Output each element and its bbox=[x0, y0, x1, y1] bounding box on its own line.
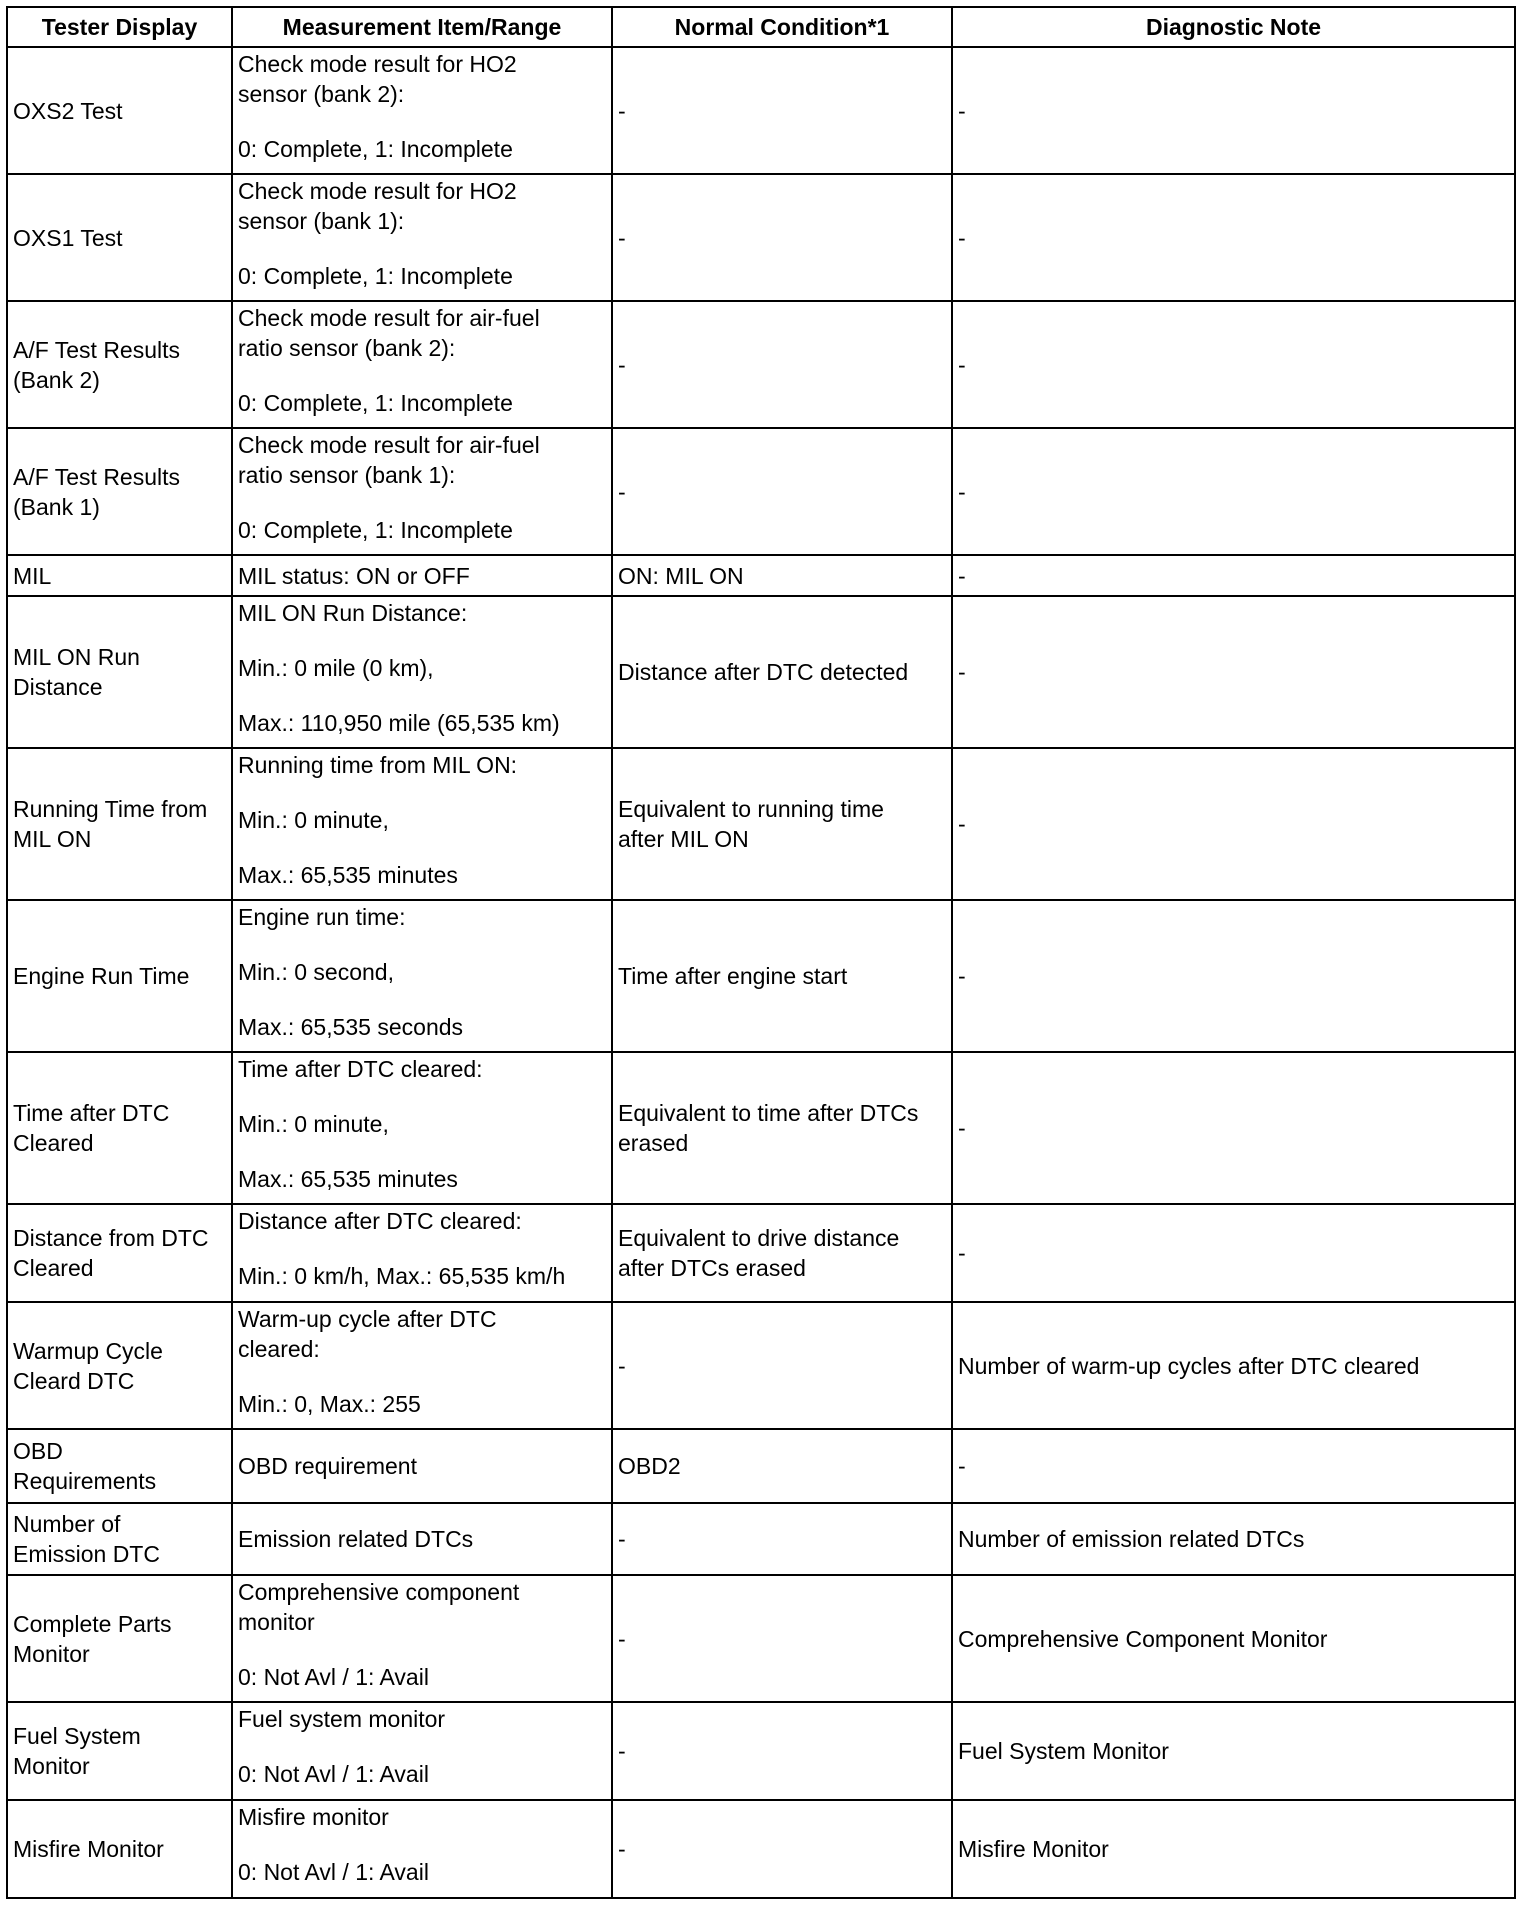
paragraph-gap bbox=[238, 628, 606, 653]
paragraph-gap bbox=[238, 363, 606, 388]
table-row bbox=[7, 47, 1515, 174]
normal-condition-cell bbox=[612, 1800, 952, 1898]
normal-condition-cell-line: Equivalent to running time bbox=[618, 796, 884, 822]
paragraph-gap bbox=[238, 1084, 606, 1109]
diagnostic-note-cell-line: - bbox=[958, 97, 966, 124]
paragraph-gap bbox=[238, 1637, 606, 1662]
diagnostic-note-cell bbox=[952, 1429, 1515, 1503]
measurement-item-cell bbox=[232, 900, 612, 1052]
normal-condition-cell-line: Time after engine start bbox=[618, 963, 848, 989]
paragraph-gap bbox=[238, 490, 606, 515]
tester-display-cell bbox=[7, 428, 232, 555]
normal-condition-cell-line: Equivalent to time after DTCs bbox=[618, 1100, 919, 1126]
diagnostic-note-cell-line: - bbox=[958, 224, 966, 251]
tester-display-cell-line: OXS2 Test bbox=[13, 97, 123, 124]
measurement-item-line: Distance after DTC cleared: bbox=[238, 1208, 522, 1234]
normal-condition-cell-line: - bbox=[618, 1738, 626, 1764]
diagnostic-note-cell bbox=[952, 596, 1515, 748]
diagnostic-note-cell-line: Number of warm-up cycles after DTC cleared bbox=[958, 1352, 1420, 1379]
normal-condition-cell bbox=[612, 174, 952, 301]
normal-condition-cell bbox=[612, 1503, 952, 1575]
diagnostic-note-cell bbox=[952, 900, 1515, 1052]
normal-condition-cell bbox=[612, 1302, 952, 1429]
table-row bbox=[7, 1575, 1515, 1702]
tester-display-cell bbox=[7, 1503, 232, 1575]
tester-display-cell bbox=[7, 1429, 232, 1503]
normal-condition-cell bbox=[612, 1575, 952, 1702]
header-measurement-item: Measurement Item/Range bbox=[232, 7, 612, 47]
measurement-item-line: Check mode result for HO2 bbox=[238, 51, 517, 77]
measurement-item-cell bbox=[232, 174, 612, 301]
normal-condition-cell-line: - bbox=[618, 1836, 626, 1862]
measurement-item-line: cleared: bbox=[238, 1336, 320, 1362]
measurement-item-line: Max.: 65,535 seconds bbox=[238, 1014, 464, 1040]
measurement-item-line: 0: Not Avl / 1: Avail bbox=[238, 1761, 429, 1787]
tester-display-cell-line: Complete Parts bbox=[13, 1610, 172, 1637]
table-row bbox=[7, 596, 1515, 748]
diagnostic-note-cell bbox=[952, 428, 1515, 555]
tester-display-cell-line: Requirements bbox=[13, 1468, 157, 1494]
normal-condition-cell-line: - bbox=[618, 478, 626, 505]
normal-condition-cell-line: after DTCs erased bbox=[618, 1255, 806, 1281]
paragraph-gap bbox=[238, 1139, 606, 1164]
tester-display-cell-line: A/F Test Results bbox=[13, 336, 181, 363]
tester-display-cell-line: Time after DTC bbox=[13, 1100, 170, 1126]
table-row bbox=[7, 1702, 1515, 1800]
normal-condition-cell bbox=[612, 1702, 952, 1800]
measurement-item-line: Fuel system monitor bbox=[238, 1706, 446, 1732]
measurement-item-line: Time after DTC cleared: bbox=[238, 1056, 483, 1082]
table-row bbox=[7, 1503, 1515, 1575]
table-row bbox=[7, 428, 1515, 555]
paragraph-gap bbox=[238, 1364, 606, 1389]
tester-display-cell-line: MIL ON Run bbox=[13, 644, 140, 670]
diagnostic-note-cell-line: - bbox=[958, 659, 966, 685]
normal-condition-cell-line: - bbox=[618, 224, 626, 251]
measurement-item-line: ratio sensor (bank 2): bbox=[238, 335, 456, 361]
measurement-item-line: Check mode result for air-fuel bbox=[238, 305, 540, 331]
paragraph-gap bbox=[238, 932, 606, 957]
diagnostic-note-cell-line: - bbox=[958, 963, 966, 989]
diagnostic-note-cell-line: - bbox=[958, 1115, 966, 1141]
measurement-item-cell bbox=[232, 555, 612, 596]
measurement-item-line: Comprehensive component bbox=[238, 1579, 520, 1605]
tester-display-cell-line: A/F Test Results bbox=[13, 463, 181, 490]
measurement-item-line: 0: Complete, 1: Incomplete bbox=[238, 263, 513, 289]
table-row bbox=[7, 900, 1515, 1052]
measurement-item-line: Max.: 110,950 mile (65,535 km) bbox=[238, 710, 560, 736]
tester-display-cell bbox=[7, 1302, 232, 1429]
diagnostic-note-cell bbox=[952, 1800, 1515, 1898]
paragraph-gap bbox=[238, 835, 606, 860]
tester-display-cell-line: Cleared bbox=[13, 1255, 94, 1281]
tester-display-cell-line: (Bank 1) bbox=[13, 493, 100, 520]
measurement-item-line: Min.: 0 second, bbox=[238, 959, 394, 985]
normal-condition-cell bbox=[612, 555, 952, 596]
measurement-item-cell bbox=[232, 1575, 612, 1702]
normal-condition-cell-line: erased bbox=[618, 1130, 689, 1156]
measurement-item-line: Emission related DTCs bbox=[238, 1526, 474, 1552]
measurement-item-cell bbox=[232, 1702, 612, 1800]
tester-display-cell-line: Number of bbox=[13, 1511, 121, 1537]
tester-display-cell bbox=[7, 1702, 232, 1800]
diagnostic-note-cell bbox=[952, 1503, 1515, 1575]
diagnostic-note-cell bbox=[952, 47, 1515, 174]
tester-display-cell bbox=[7, 1052, 232, 1204]
measurement-item-cell bbox=[232, 1052, 612, 1204]
table-row bbox=[7, 301, 1515, 428]
measurement-item-line: Running time from MIL ON: bbox=[238, 752, 518, 778]
tester-display-cell-line: Fuel System bbox=[13, 1723, 141, 1749]
measurement-item-cell bbox=[232, 596, 612, 748]
paragraph-gap bbox=[238, 1734, 606, 1759]
measurement-item-line: Min.: 0 km/h, Max.: 65,535 km/h bbox=[238, 1263, 566, 1289]
measurement-item-line: sensor (bank 1): bbox=[238, 208, 405, 234]
measurement-item-line: 0: Not Avl / 1: Avail bbox=[238, 1664, 429, 1690]
diagnostic-note-cell-line: - bbox=[958, 478, 966, 505]
tester-display-cell bbox=[7, 900, 232, 1052]
measurement-item-cell bbox=[232, 428, 612, 555]
normal-condition-cell-line: after MIL ON bbox=[618, 826, 749, 852]
table-row bbox=[7, 1429, 1515, 1503]
diagnostic-note-cell bbox=[952, 1702, 1515, 1800]
data-list-table bbox=[6, 6, 1516, 1899]
paragraph-gap bbox=[238, 1236, 606, 1261]
measurement-item-cell bbox=[232, 301, 612, 428]
measurement-item-line: Engine run time: bbox=[238, 904, 406, 930]
normal-condition-cell bbox=[612, 900, 952, 1052]
header-diagnostic-note: Diagnostic Note bbox=[952, 7, 1515, 47]
tester-display-cell bbox=[7, 1800, 232, 1898]
measurement-item-line: Min.: 0 minute, bbox=[238, 1111, 389, 1137]
normal-condition-cell-line: Equivalent to drive distance bbox=[618, 1225, 900, 1251]
tester-display-cell bbox=[7, 1575, 232, 1702]
measurement-item-cell bbox=[232, 748, 612, 900]
diagnostic-note-cell-line: Fuel System Monitor bbox=[958, 1738, 1169, 1764]
normal-condition-cell bbox=[612, 301, 952, 428]
measurement-item-line: Max.: 65,535 minutes bbox=[238, 1166, 458, 1192]
normal-condition-cell-line: - bbox=[618, 1352, 626, 1379]
diagnostic-note-cell-line: - bbox=[958, 562, 966, 589]
normal-condition-cell-line: - bbox=[618, 1526, 626, 1552]
normal-condition-cell bbox=[612, 748, 952, 900]
diagnostic-note-cell bbox=[952, 174, 1515, 301]
normal-condition-cell-line: Distance after DTC detected bbox=[618, 659, 909, 685]
measurement-item-cell bbox=[232, 1800, 612, 1898]
tester-display-cell-line: MIL ON bbox=[13, 826, 92, 852]
measurement-item-line: monitor bbox=[238, 1609, 315, 1635]
diagnostic-note-cell bbox=[952, 555, 1515, 596]
diagnostic-note-cell bbox=[952, 301, 1515, 428]
measurement-item-line: Check mode result for HO2 bbox=[238, 178, 517, 204]
diagnostic-note-cell-line: - bbox=[958, 351, 966, 378]
tester-display-cell-line: OXS1 Test bbox=[13, 224, 123, 251]
data-list-table-container bbox=[6, 6, 1514, 1899]
tester-display-cell-line: Cleard DTC bbox=[13, 1367, 135, 1394]
table-row bbox=[7, 555, 1515, 596]
measurement-item-line: Misfire monitor bbox=[238, 1804, 389, 1830]
paragraph-gap bbox=[238, 109, 606, 134]
measurement-item-cell bbox=[232, 1429, 612, 1503]
measurement-item-cell bbox=[232, 1204, 612, 1302]
measurement-item-line: sensor (bank 2): bbox=[238, 81, 405, 107]
diagnostic-note-cell-line: Misfire Monitor bbox=[958, 1836, 1109, 1862]
measurement-item-line: 0: Not Avl / 1: Avail bbox=[238, 1859, 429, 1885]
paragraph-gap bbox=[238, 683, 606, 708]
normal-condition-cell bbox=[612, 1204, 952, 1302]
paragraph-gap bbox=[238, 780, 606, 805]
measurement-item-line: 0: Complete, 1: Incomplete bbox=[238, 136, 513, 162]
measurement-item-line: 0: Complete, 1: Incomplete bbox=[238, 390, 513, 416]
measurement-item-line: ratio sensor (bank 1): bbox=[238, 462, 456, 488]
tester-display-cell-line: Emission DTC bbox=[13, 1541, 160, 1567]
normal-condition-cell bbox=[612, 1052, 952, 1204]
measurement-item-line: 0: Complete, 1: Incomplete bbox=[238, 517, 513, 543]
tester-display-cell-line: Distance bbox=[13, 674, 103, 700]
tester-display-cell-line: Running Time from bbox=[13, 796, 208, 822]
measurement-item-cell bbox=[232, 1302, 612, 1429]
tester-display-cell bbox=[7, 596, 232, 748]
table-row bbox=[7, 1204, 1515, 1302]
tester-display-cell bbox=[7, 748, 232, 900]
measurement-item-line: Check mode result for air-fuel bbox=[238, 432, 540, 458]
measurement-item-line: Min.: 0, Max.: 255 bbox=[238, 1391, 421, 1417]
tester-display-cell-line: MIL bbox=[13, 562, 52, 589]
measurement-item-line: Min.: 0 minute, bbox=[238, 807, 389, 833]
header-tester-display: Tester Display bbox=[7, 7, 232, 47]
diagnostic-note-cell-line: - bbox=[958, 1453, 966, 1479]
diagnostic-note-cell-line: - bbox=[958, 811, 966, 837]
diagnostic-note-cell-line: Comprehensive Component Monitor bbox=[958, 1625, 1328, 1652]
diagnostic-note-cell-line: - bbox=[958, 1240, 966, 1266]
table-row bbox=[7, 1052, 1515, 1204]
measurement-item-line: MIL ON Run Distance: bbox=[238, 600, 468, 626]
tester-display-cell-line: Distance from DTC bbox=[13, 1225, 209, 1251]
header-row bbox=[7, 7, 1515, 47]
normal-condition-cell-line: - bbox=[618, 351, 626, 378]
measurement-item-line: MIL status: ON or OFF bbox=[238, 562, 470, 589]
tester-display-cell bbox=[7, 301, 232, 428]
paragraph-gap bbox=[238, 987, 606, 1012]
normal-condition-cell-line: ON: MIL ON bbox=[618, 562, 744, 589]
tester-display-cell bbox=[7, 555, 232, 596]
normal-condition-cell bbox=[612, 596, 952, 748]
table-row bbox=[7, 1302, 1515, 1429]
measurement-item-line: Warm-up cycle after DTC bbox=[238, 1306, 497, 1332]
diagnostic-note-cell bbox=[952, 1204, 1515, 1302]
table-row bbox=[7, 748, 1515, 900]
diagnostic-note-cell bbox=[952, 1302, 1515, 1429]
tester-display-cell-line: Misfire Monitor bbox=[13, 1836, 164, 1862]
tester-display-cell-line: (Bank 2) bbox=[13, 366, 100, 393]
measurement-item-line: Max.: 65,535 minutes bbox=[238, 862, 458, 888]
diagnostic-note-cell bbox=[952, 1052, 1515, 1204]
diagnostic-note-cell bbox=[952, 748, 1515, 900]
normal-condition-cell-line: OBD2 bbox=[618, 1453, 681, 1479]
normal-condition-cell bbox=[612, 1429, 952, 1503]
diagnostic-note-cell-line: Number of emission related DTCs bbox=[958, 1526, 1305, 1552]
paragraph-gap bbox=[238, 1832, 606, 1857]
diagnostic-note-cell bbox=[952, 1575, 1515, 1702]
measurement-item-cell bbox=[232, 1503, 612, 1575]
tester-display-cell bbox=[7, 47, 232, 174]
paragraph-gap bbox=[238, 236, 606, 261]
measurement-item-line: OBD requirement bbox=[238, 1453, 417, 1479]
tester-display-cell-line: Monitor bbox=[13, 1640, 90, 1667]
tester-display-cell-line: Engine Run Time bbox=[13, 963, 190, 989]
tester-display-cell bbox=[7, 174, 232, 301]
table-row bbox=[7, 1800, 1515, 1898]
normal-condition-cell bbox=[612, 428, 952, 555]
tester-display-cell-line: Monitor bbox=[13, 1753, 90, 1779]
tester-display-cell bbox=[7, 1204, 232, 1302]
table-row bbox=[7, 174, 1515, 301]
tester-display-cell-line: Cleared bbox=[13, 1130, 94, 1156]
normal-condition-cell-line: - bbox=[618, 1625, 626, 1652]
tester-display-cell-line: Warmup Cycle bbox=[13, 1337, 163, 1364]
measurement-item-cell bbox=[232, 47, 612, 174]
normal-condition-cell bbox=[612, 47, 952, 174]
tester-display-cell-line: OBD bbox=[13, 1438, 63, 1464]
measurement-item-line: Min.: 0 mile (0 km), bbox=[238, 655, 434, 681]
normal-condition-cell-line: - bbox=[618, 97, 626, 124]
header-normal-condition: Normal Condition*1 bbox=[612, 7, 952, 47]
